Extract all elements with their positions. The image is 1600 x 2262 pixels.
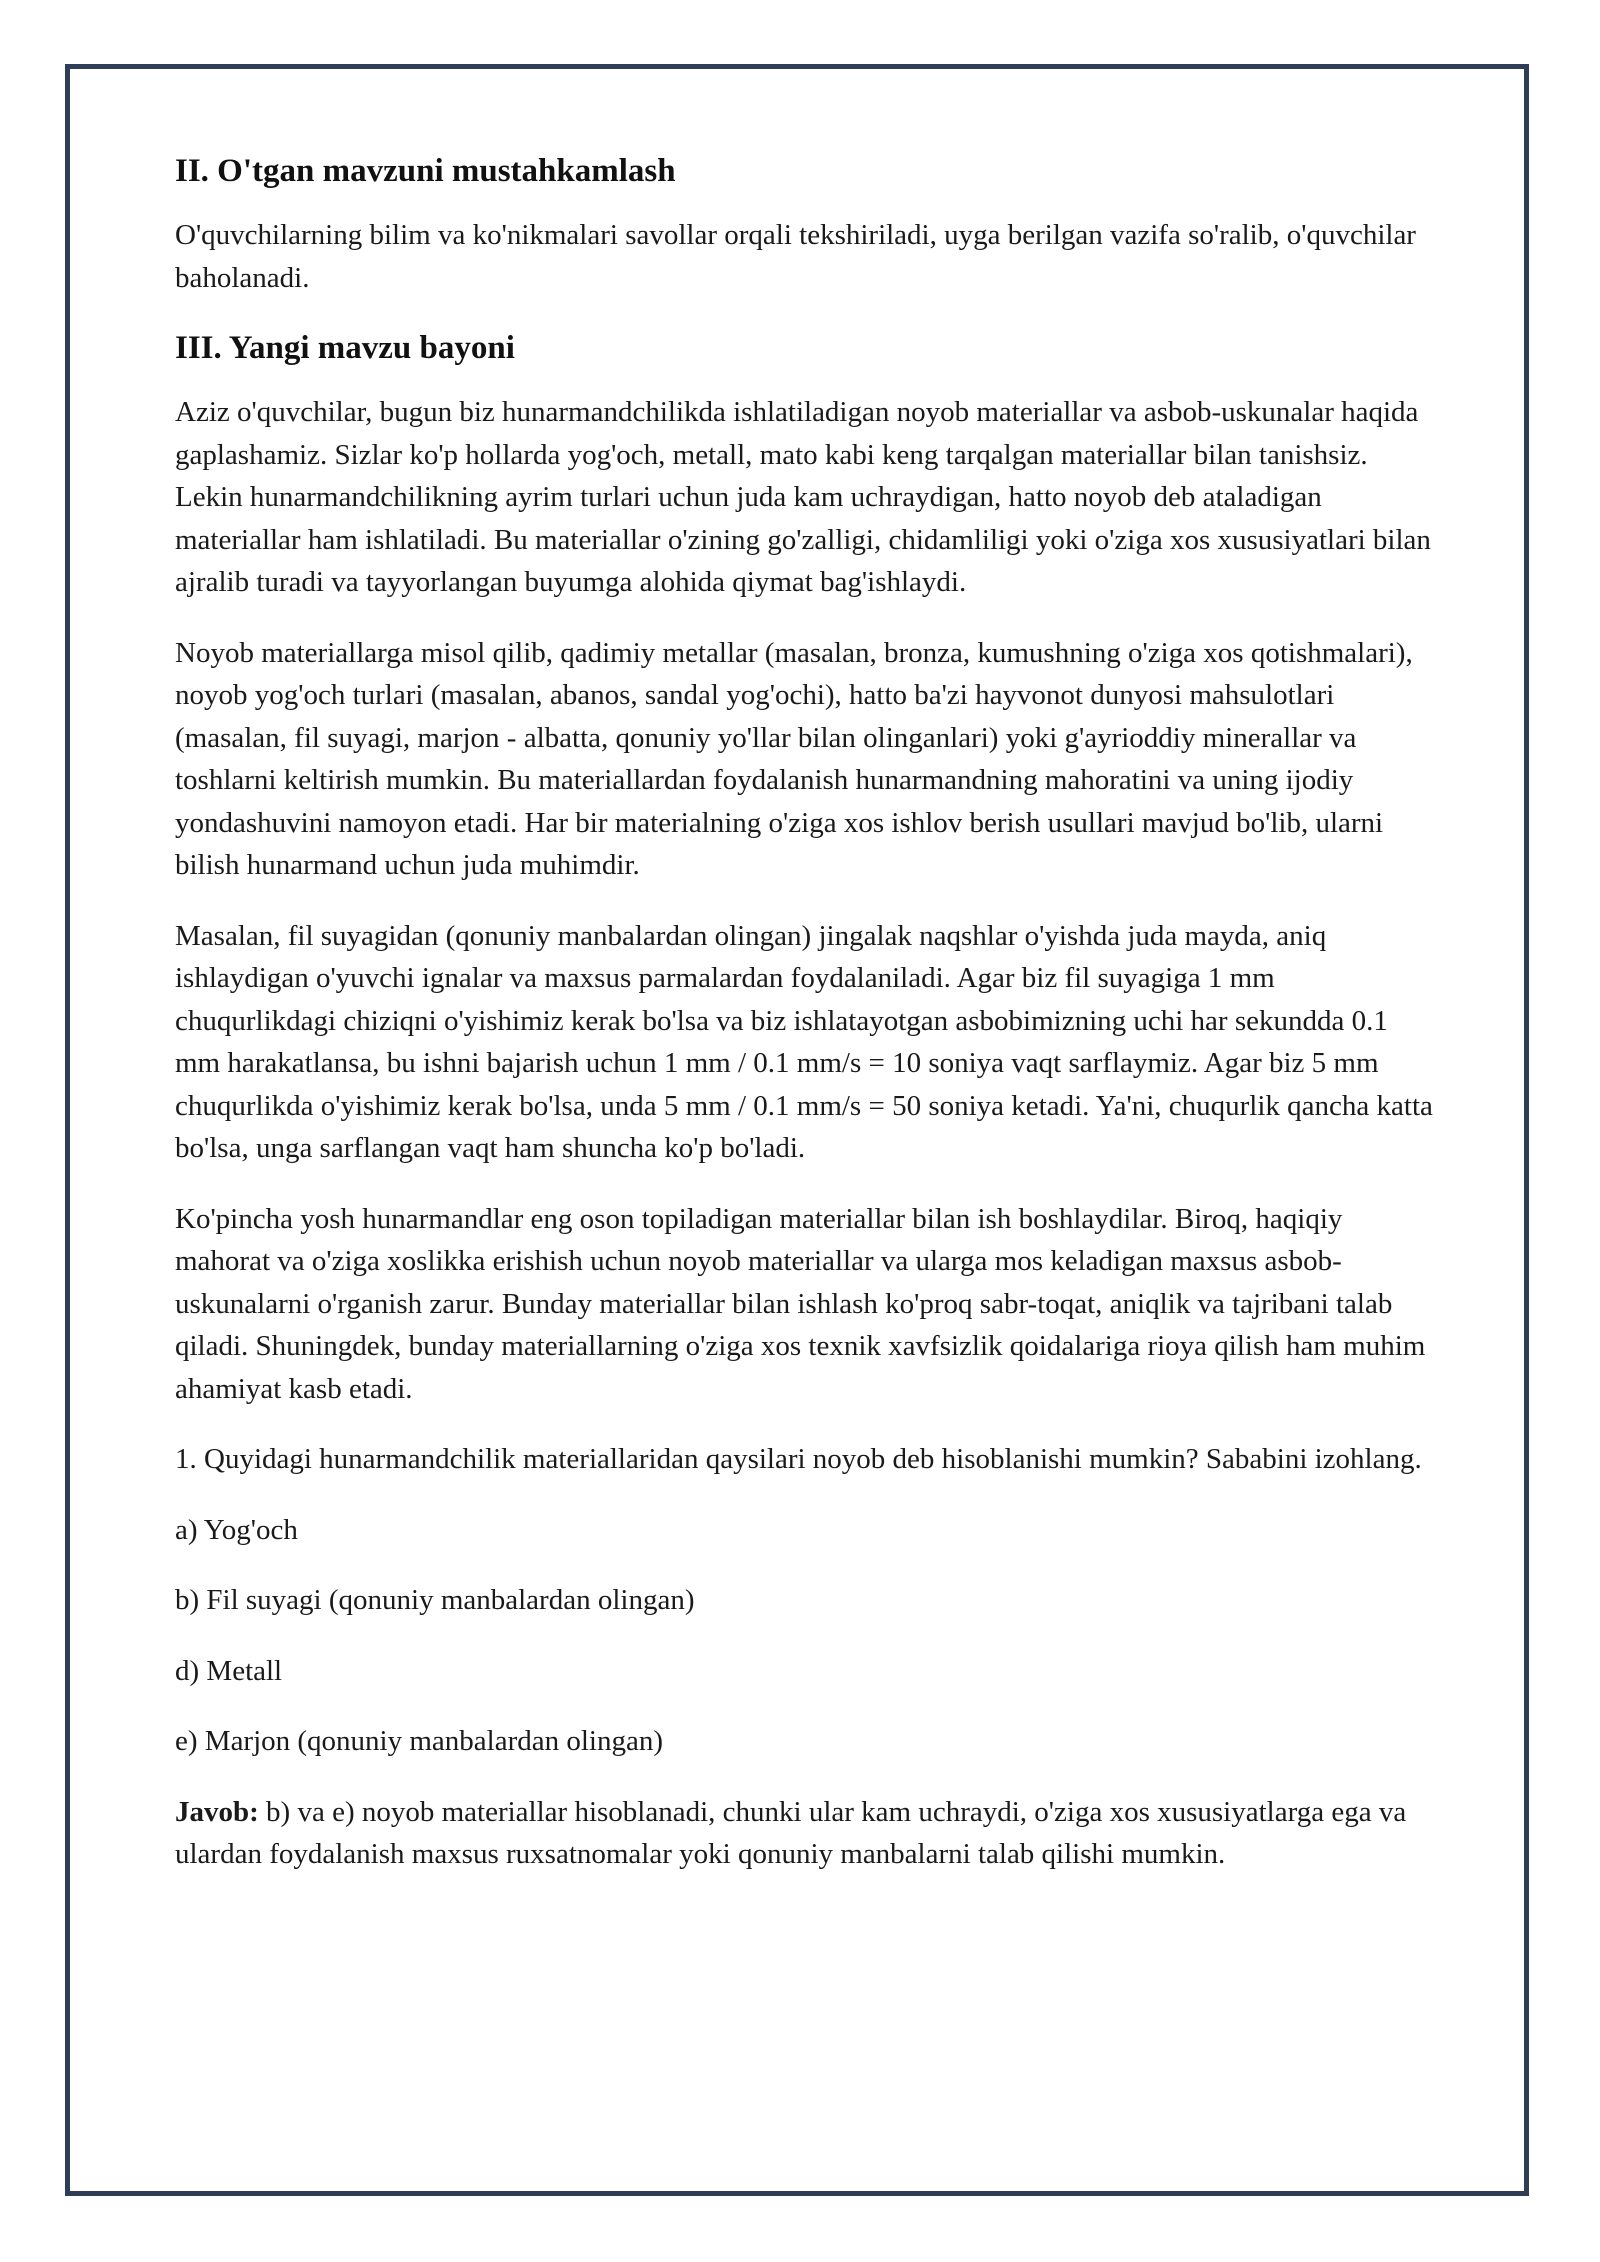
document-content: [175, 150, 1435, 1904]
paragraph-examples: Noyob materiallarga misol qilib, qadimiy metallar (masalan, bronza, kumushning o'ziga xos qotishmalari), noyob yog'och turlari (masalan, abanos, sandal yog'ochi), hatto ba'zi hayvonot dunyosi mahsulotlari (masalan, fil suyagi, marjon - albatta, qonuniy yo'llar bilan olinganlari) yoki g'ayrioddiy minerallar va toshlarni keltirish mumkin. Bu materiallardan foydalanish hunarmandning mahoratini va uning ijodiy yondashuvini namoyon etadi. Har bir materialning o'ziga xos ishlov berish usullari mavjud bo'lib, ularni bilish hunarmand uchun juda muhimdir.: [175, 636, 1413, 881]
section-reinforcement: [175, 150, 1435, 299]
answer-paragraph: [175, 1791, 1435, 1876]
paragraph-intro: Aziz o'quvchilar, bugun biz hunarmandchilikda ishlatiladigan noyob materiallar va asbob-uskunalar haqida gaplashamiz. Sizlar ko'p hollarda yog'och, metall, mato kabi keng tarqalgan materiallar bilan tanishsiz. Lekin hunarmandchilikning ayrim turlari uchun juda kam uchraydigan, hatto noyob deb ataladigan materiallar ham ishlatiladi. Bu materiallar o'zining go'zalligi, chidamliligi yoki o'ziga xos xususiyatlari bilan ajralib turadi va tayyorlangan buyumga alohida qiymat bag'ishlaydi.: [175, 396, 1431, 598]
paragraph-calculation: Masalan, fil suyagidan (qonuniy manbalardan olingan) jingalak naqshlar o'yishda juda mayda, aniq ishlaydigan o'yuvchi ignalar va maxsus parmalardan foydalaniladi. Agar biz fil suyagiga 1 mm chuqurlikdagi chiziqni o'yishimiz kerak bo'lsa va biz ishlatayotgan asbobimizning uchi har sekundda 0.1 mm harakatlansa, bu ishni bajarish uchun 1 mm / 0.1 mm/s = 10 soniya vaqt sarflaymiz. Agar biz 5 mm chuqurlikda o'yishimiz kerak bo'lsa, unda 5 mm / 0.1 mm/s = 50 soniya ketadi. Ya'ni, chuqurlik qancha katta bo'lsa, unga sarflangan vaqt ham shuncha ko'p bo'ladi.: [175, 919, 1433, 1164]
option-a: a) Yog'och: [175, 1513, 298, 1546]
question-text: 1. Quyidagi hunarmandchilik materiallaridan qaysilari noyob deb hisoblanishi mumkin? Sababini izohlang.: [175, 1443, 1422, 1475]
option-d: d) Metall: [175, 1654, 283, 1687]
section-new-topic: [175, 327, 1435, 1876]
section-heading-new-topic: III. Yangi mavzu bayoni: [175, 330, 515, 366]
option-e: e) Marjon (qonuniy manbalardan olingan): [175, 1725, 664, 1757]
answer-label: Javob:: [175, 1795, 259, 1828]
paragraph-reinforcement: O'quvchilarning bilim va ko'nikmalari savollar orqali tekshiriladi, uyga berilgan vazifa so'ralib, o'quvchilar baholanadi.: [175, 219, 1416, 294]
answer-text: b) va e) noyob materiallar hisoblanadi, chunki ular kam uchraydi, o'ziga xos xususiyatlarga ega va ulardan foydalanish maxsus ruxsatnomalar yoki qonuniy manbalarni talab qilishi mumkin.: [175, 1795, 1407, 1870]
paragraph-advice: Ko'pincha yosh hunarmandlar eng oson topiladigan materiallar bilan ish boshlaydilar. Biroq, haqiqiy mahorat va o'ziga xoslikka erishish uchun noyob materiallar va ularga mos keladigan maxsus asbob-uskunalarni o'rganish zarur. Bunday materiallar bilan ishlash ko'proq sabr-toqat, aniqlik va tajribani talab qiladi. Shuningdek, bunday materiallarning o'ziga xos texnik xavfsizlik qoidalariga rioya qilish ham muhim ahamiyat kasb etadi.: [175, 1202, 1426, 1405]
section-heading-reinforcement: II. O'tgan mavzuni mustahkamlash: [175, 153, 676, 189]
option-b: b) Fil suyagi (qonuniy manbalardan olingan): [175, 1584, 695, 1616]
